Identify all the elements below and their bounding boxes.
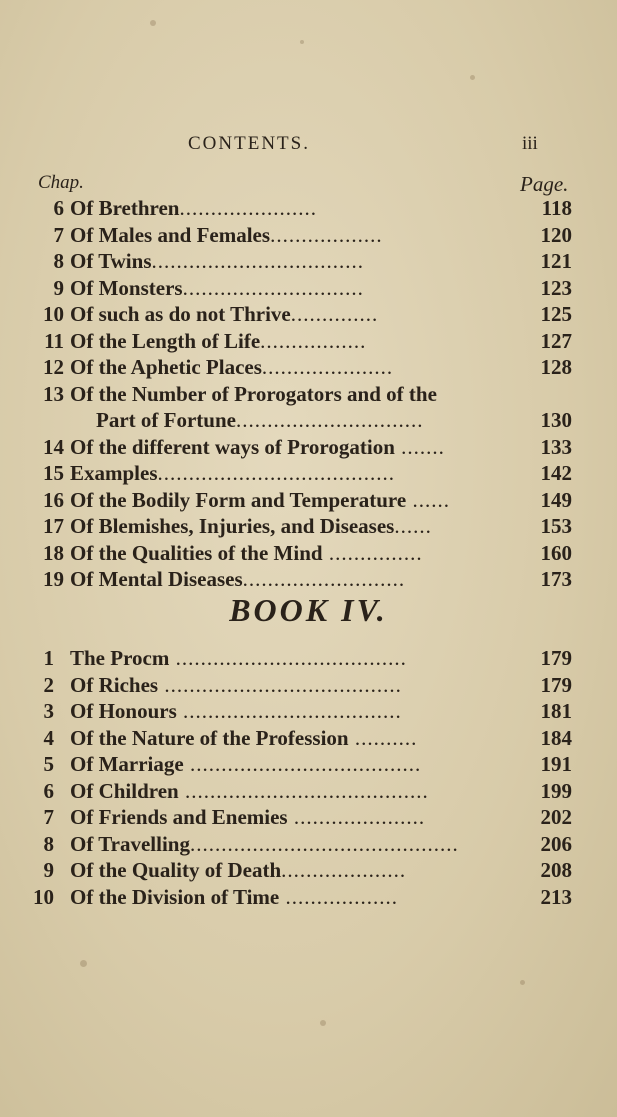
chapter-title-text: Of Blemishes, Injuries, and Diseases	[70, 514, 395, 538]
chapter-title	[70, 302, 550, 327]
chapter-title	[70, 461, 550, 486]
dot-leader: ..........................	[242, 567, 406, 591]
chapter-number: 8	[53, 249, 64, 273]
page-number: 149	[540, 487, 572, 512]
dot-leader: .....................................	[169, 646, 407, 670]
dot-leader: ......................................	[158, 672, 402, 697]
toc-entry	[0, 249, 617, 279]
chapter-title	[70, 435, 550, 460]
chapter-title-text: Of the Bodily Form and Temperature	[70, 487, 407, 512]
page-number: 133	[540, 434, 572, 459]
page-number: 160	[540, 540, 572, 565]
chapter-title-text: Of the Division of Time	[70, 884, 280, 909]
page-number: 184	[540, 725, 572, 750]
book-heading: BOOK IV.	[229, 592, 388, 628]
chapter-title	[70, 805, 550, 830]
toc-entry	[0, 752, 617, 782]
dot-leader: ..........	[348, 725, 418, 750]
chapter-title-text: The Procm	[70, 646, 170, 670]
chapter-title-text: Of Males and Females	[70, 222, 271, 247]
toc-entry	[0, 435, 617, 465]
dot-leader: ..............................	[235, 408, 424, 432]
dot-leader: ......................	[179, 196, 317, 220]
page-number: 130	[540, 408, 572, 432]
foxing-spot	[150, 20, 156, 26]
toc-entry	[0, 223, 617, 253]
page-number: 213	[540, 884, 572, 909]
chapter-title	[70, 646, 550, 671]
chapter-number: 10	[33, 884, 54, 909]
chapter-title-text: Of Marriage	[70, 752, 184, 776]
chapter-number: 13	[43, 381, 64, 406]
toc-entry	[0, 646, 617, 676]
chapter-title-text: Of Twins	[70, 249, 152, 273]
chapter-title	[70, 223, 550, 248]
page-number: 118	[541, 196, 572, 220]
chapter-title	[70, 249, 550, 274]
page-number: 128	[540, 355, 572, 379]
page-number: 179	[540, 646, 572, 670]
page-number: 121	[540, 249, 572, 273]
toc-entry	[0, 699, 617, 729]
dot-leader: ..................	[270, 222, 383, 247]
page-number: 191	[540, 752, 572, 776]
toc-entry	[0, 196, 617, 226]
toc-entry	[0, 832, 617, 862]
chapter-title-text: Of the Length of Life	[70, 328, 261, 353]
chapter-title-text: Examples	[70, 461, 158, 485]
page-number: 181	[540, 699, 572, 723]
page-number: 199	[540, 778, 572, 803]
chapter-title-text: Of Brethren	[70, 196, 180, 220]
toc-entry	[0, 885, 617, 915]
chapter-title	[70, 779, 550, 804]
toc-entry	[0, 302, 617, 332]
dot-leader: ...............	[322, 540, 423, 565]
chapter-title-text: Part of Fortune	[96, 408, 236, 432]
chapter-title	[96, 408, 576, 433]
chapter-title	[70, 382, 550, 407]
column-headings	[0, 172, 617, 198]
chapter-number: 10	[43, 302, 64, 326]
chapter-number: 5	[43, 752, 54, 776]
chapter-title	[70, 567, 550, 592]
dot-leader: ..................................	[151, 249, 364, 273]
chapter-number: 9	[53, 275, 64, 300]
toc-entry	[0, 805, 617, 835]
chapter-title	[70, 858, 550, 883]
dot-leader: .......................................	[178, 778, 429, 803]
page-number: 142	[540, 461, 572, 485]
chapter-title	[70, 276, 550, 301]
chapter-number: 14	[43, 434, 64, 459]
foxing-spot	[320, 1020, 326, 1026]
toc-entry	[0, 779, 617, 809]
running-title: CONTENTS.	[188, 133, 310, 154]
chapter-title-text: Of Honours	[70, 699, 177, 723]
chapter-title-text: Of Travelling	[70, 831, 190, 856]
chapter-title	[70, 541, 550, 566]
chapter-number: 11	[44, 328, 64, 353]
chapter-title-text: Of the Aphetic Places	[70, 355, 262, 379]
chapter-title-text: Of Children	[70, 778, 179, 803]
chapter-number: 6	[43, 778, 54, 803]
chapter-title-text: Of Friends and Enemies	[70, 805, 288, 829]
toc-entry	[0, 726, 617, 756]
toc-entry	[0, 514, 617, 544]
chapter-title	[70, 196, 550, 221]
page-number: 206	[540, 831, 572, 856]
dot-leader: ......................................	[157, 461, 396, 485]
chapter-title	[70, 752, 550, 777]
chapter-number: 9	[43, 858, 54, 882]
page-number: 123	[540, 275, 572, 300]
toc-entry	[0, 355, 617, 385]
dot-leader: .................	[260, 328, 367, 353]
chapter-number: 6	[53, 196, 64, 220]
page-number: 153	[540, 514, 572, 538]
page-column-heading: Page.	[520, 172, 569, 196]
page-number: 208	[540, 858, 572, 882]
foxing-spot	[520, 980, 525, 985]
toc-entry	[0, 673, 617, 703]
dot-leader: ..................	[279, 884, 398, 909]
chapter-number: 18	[43, 540, 64, 565]
toc-entry	[0, 382, 617, 412]
page-number: 202	[540, 805, 572, 829]
toc-entry	[0, 461, 617, 491]
chapter-number: 17	[43, 514, 64, 538]
dot-leader: ...........................................	[189, 831, 459, 856]
toc-entry	[0, 329, 617, 359]
chapter-title	[70, 699, 550, 724]
chapter-title-text: Of the Number of Prorogators and of the	[70, 381, 437, 406]
chapter-number: 4	[43, 725, 54, 750]
page-numeral: iii	[522, 133, 538, 154]
running-header	[0, 133, 617, 163]
chapter-title	[70, 329, 550, 354]
chapter-title	[70, 832, 550, 857]
chapter-number: 3	[43, 699, 54, 723]
chapter-title-text: Of Riches	[70, 672, 159, 697]
foxing-spot	[80, 960, 87, 967]
dot-leader: ....................	[281, 858, 407, 882]
chapter-title	[70, 514, 550, 539]
chapter-number: 7	[43, 805, 54, 829]
foxing-spot	[300, 40, 304, 44]
chapter-title	[70, 673, 550, 698]
chapter-number: 8	[43, 831, 54, 856]
dot-leader: .....................	[287, 805, 426, 829]
toc-entry	[0, 858, 617, 888]
chapter-title-text: Of the Quality of Death	[70, 858, 282, 882]
dot-leader: ..............	[290, 302, 379, 326]
chapter-title-text: Of such as do not Thrive	[70, 302, 291, 326]
chapter-title-text: Of Mental Diseases	[70, 567, 243, 591]
toc-entry	[0, 276, 617, 306]
chapter-column-heading: Chap.	[38, 172, 84, 193]
chapter-title-text: Of Monsters	[70, 275, 183, 300]
chapter-number: 1	[43, 646, 54, 670]
toc-entry	[0, 541, 617, 571]
dot-leader: .......	[394, 434, 445, 459]
page-number: 127	[540, 328, 572, 353]
page-number: 173	[540, 567, 572, 591]
page-number: 179	[540, 672, 572, 697]
dot-leader: ......	[406, 487, 450, 512]
foxing-spot	[470, 75, 475, 80]
toc-entry	[0, 488, 617, 518]
chapter-number: 2	[43, 672, 54, 697]
chapter-title	[70, 885, 550, 910]
chapter-number: 7	[53, 222, 64, 247]
page-number: 120	[540, 222, 572, 247]
chapter-title-text: Of the Nature of the Profession	[70, 725, 349, 750]
page-number: 125	[540, 302, 572, 326]
chapter-number: 12	[43, 355, 64, 379]
chapter-title-text: Of the Qualities of the Mind	[70, 540, 323, 565]
chapter-title	[70, 355, 550, 380]
chapter-number: 16	[43, 487, 64, 512]
chapter-title	[70, 488, 550, 513]
dot-leader: .............................	[182, 275, 364, 300]
dot-leader: .....................	[261, 355, 394, 379]
toc-entry	[0, 408, 617, 438]
dot-leader: ...................................	[176, 699, 402, 723]
chapter-number: 19	[43, 567, 64, 591]
chapter-number: 15	[43, 461, 64, 485]
dot-leader: .....................................	[183, 752, 422, 776]
chapter-title-text: Of the different ways of Prorogation	[70, 434, 395, 459]
chapter-title	[70, 726, 550, 751]
dot-leader: ......	[394, 514, 432, 538]
